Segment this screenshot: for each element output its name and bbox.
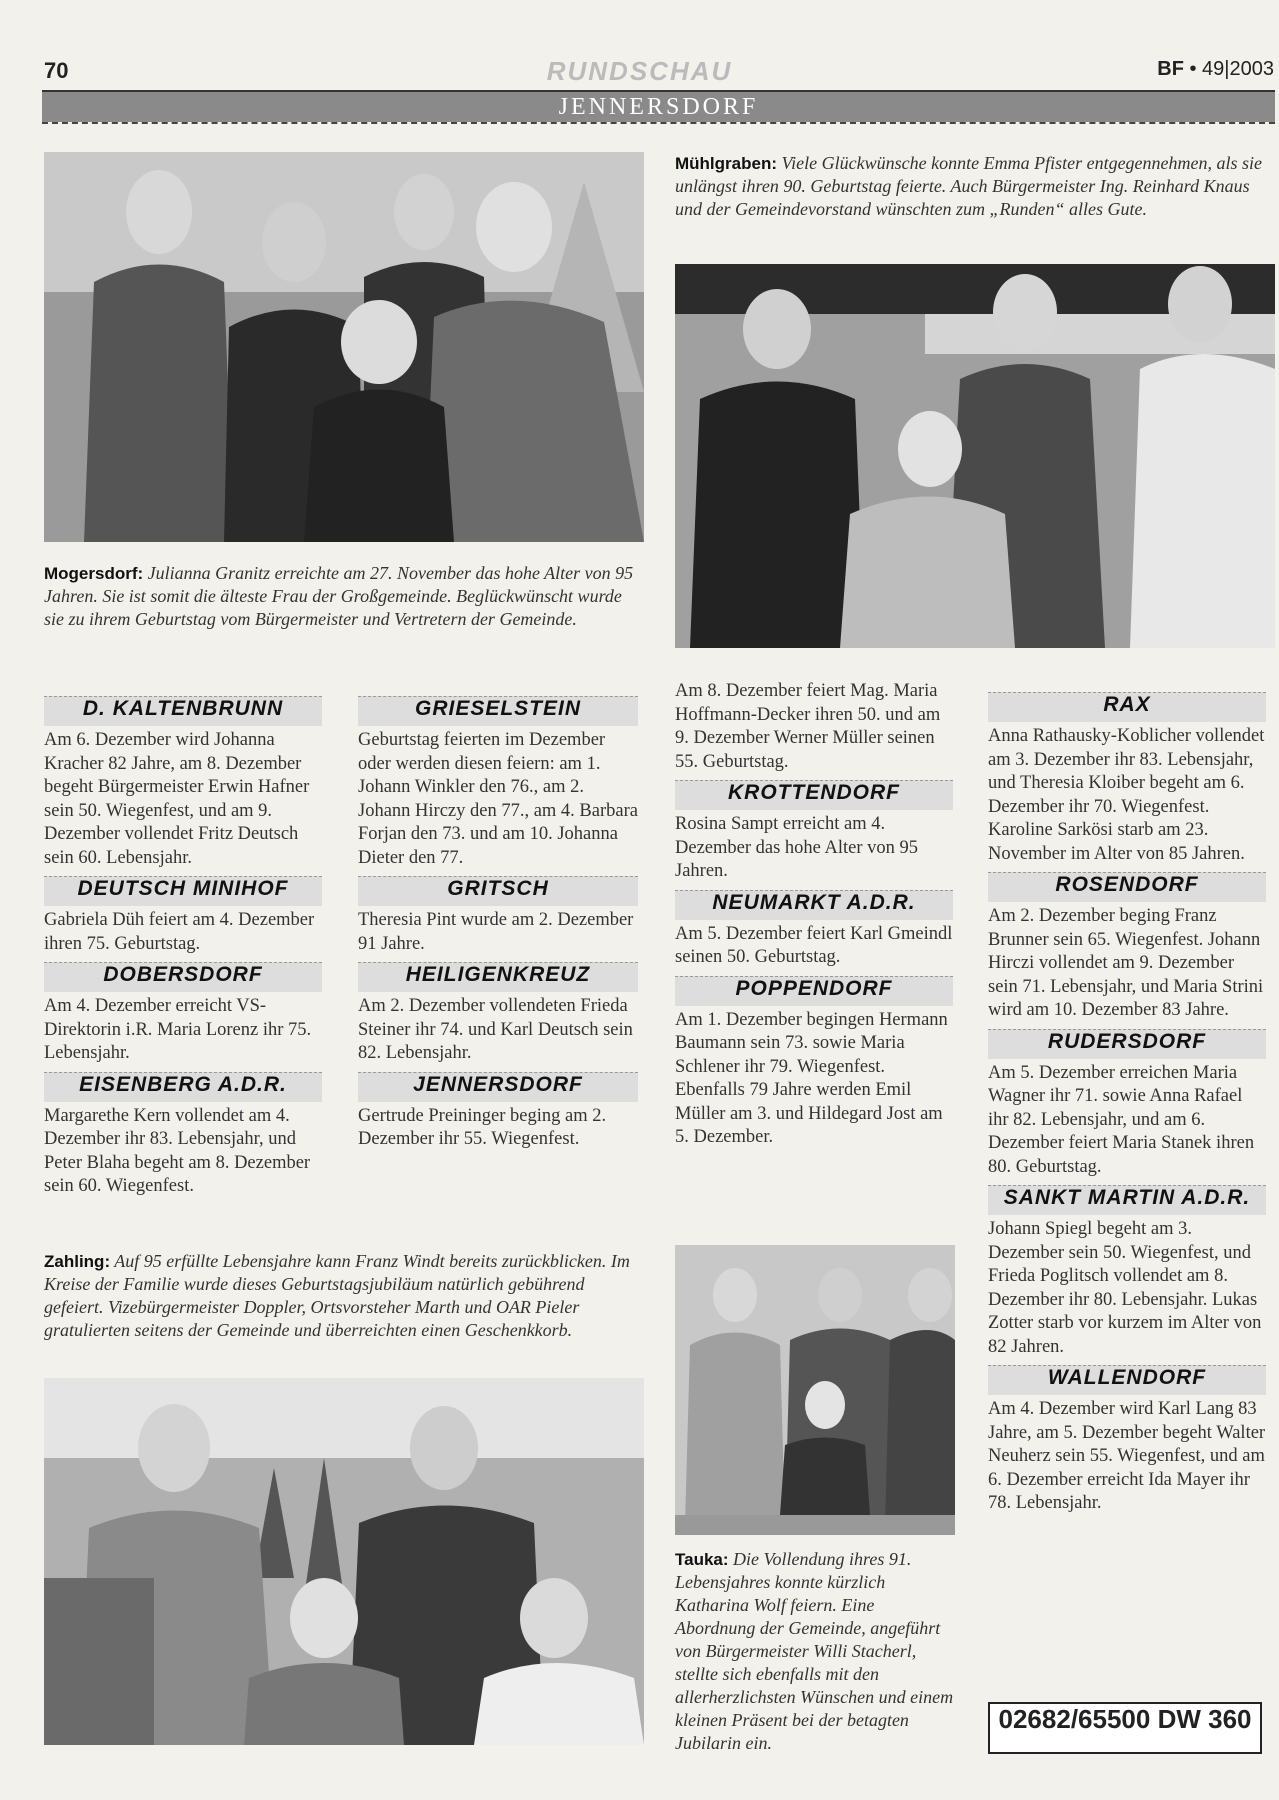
section-text: Anna Rathausky-Koblicher vollendet am 3. Dezember ihr 83. Lebensjahr, und Theresia Kloiber begeht am 6. Dezember ihr 70. Wiegenfest. Karoline Sarkösi starb am 23. November im Alter von 85 Jahren. — [988, 726, 1265, 864]
page-number: 70 — [44, 58, 69, 83]
section-text: Am 2. Dezember vollendeten Frieda Steiner ihr 74. und Karl Deutsch sein 82. Lebensjahr. — [358, 996, 633, 1063]
section-text: Am 5. Dezember erreichen Maria Wagner ihr 71. sowie Anna Rafael ihr 82. Lebensjahr, und am 6. Dezember feiert Maria Stanek ihren 80. Geburtstag. — [988, 1062, 1255, 1177]
caption-text: Auf 95 erfüllte Lebensjahre kann Franz Windt bereits zurückblicken. Im Kreise der Familie wurde dieses Geburtstagsjubiläum natürlich gebührend gefeiert. Vizebürgermeister Doppler, Ortsvorsteher Marth und OAR Pieler gratulierten seitens der Gemeinde und überreichten einen Geschenkkorb. — [44, 1251, 630, 1340]
banner-divider — [42, 122, 1275, 124]
section-heading: DOBERSDORF — [44, 962, 322, 992]
photo-mogersdorf — [44, 152, 644, 542]
section-text: Am 1. Dezember begingen Hermann Baumann sein 73. sowie Maria Schlener ihr 79. Wiegenfest. Ebenfalls 79 Jahre werden Emil Müller am 3. und Hildegard Jost am 5. Dezember. — [675, 1009, 948, 1147]
section-heading: KROTTENDORF — [675, 780, 953, 810]
issue-number: • 49|2003 — [1189, 58, 1274, 80]
section-text: Gabriela Düh feiert am 4. Dezember ihren 75. Geburtstag. — [44, 910, 315, 954]
column-4 — [988, 686, 1266, 1516]
section-text: Am 4. Dezember erreicht VS-Direktorin i.R. Maria Lorenz ihr 75. Lebensjahr. — [44, 996, 312, 1063]
section-text: Gertrude Preininger beging am 2. Dezember ihr 55. Wiegenfest. — [358, 1105, 607, 1149]
caption-place: Zahling: — [44, 1252, 111, 1271]
caption-text: Viele Glückwünsche konnte Emma Pfister entgegennehmen, als sie unlängst ihren 90. Geburtstag feierte. Auch Bürgermeister Ing. Reinhard Knaus und der Gemeindevorstand wünschten zum „Runden“ alles Gute. — [675, 153, 1263, 219]
section-heading: POPPENDORF — [675, 976, 953, 1006]
column-1 — [44, 690, 322, 1199]
section-text: Margarethe Kern vollendet am 4. Dezember ihr 83. Lebensjahr, und Peter Blaha begeht am 8. Dezember sein 60. Wiegenfest. — [44, 1105, 311, 1196]
phone-box: 02682/65500 DW 360 — [988, 1702, 1262, 1754]
section-text-intro: Am 8. Dezember feiert Mag. Maria Hoffmann-Decker ihren 50. und am 9. Dezember Werner Müller seinen 55. Geburtstag. — [675, 681, 941, 772]
caption-muehlgraben — [675, 152, 1275, 221]
magazine-title: RUNDSCHAU — [546, 56, 733, 86]
section-banner: JENNERSDORF — [42, 92, 1275, 122]
section-heading: GRIESELSTEIN — [358, 696, 638, 726]
column-2 — [358, 690, 638, 1152]
section-heading: DEUTSCH MINIHOF — [44, 876, 322, 906]
section-text: Am 5. Dezember feiert Karl Gmeindl seinen 50. Geburtstag. — [675, 923, 953, 967]
section-text: Am 6. Dezember wird Johanna Kracher 82 Jahre, am 8. Dezember begeht Bürgermeister Erwin Hafner sein 50. Wiegenfest, und am 9. Dezember vollendet Fritz Deutsch sein 60. Lebensjahr. — [44, 730, 310, 868]
caption-tauka — [675, 1548, 955, 1755]
section-heading: SANKT MARTIN A.D.R. — [988, 1185, 1266, 1215]
section-text: Am 2. Dezember beging Franz Brunner sein 65. Wiegenfest. Johann Hirczi vollendet am 9. Dezember sein 71. Lebensjahr, und Maria Strini wird am 10. Dezember 83 Jahre. — [988, 906, 1264, 1020]
section-heading: RUDERSDORF — [988, 1029, 1266, 1059]
issue-label — [1157, 58, 1274, 81]
caption-zahling — [44, 1250, 644, 1342]
section-heading: RAX — [988, 692, 1266, 722]
caption-place: Mühlgraben: — [675, 154, 777, 173]
issue-prefix: BF — [1157, 58, 1184, 80]
column-3 — [675, 680, 953, 1150]
section-text: Geburtstag feierten im Dezember oder werden diesen feiern: am 1. Johann Winkler den 76., am 2. Johann Hirczy den 77., am 4. Barbara Forjan den 73. und am 10. Johanna Dieter den 77. — [358, 730, 638, 868]
section-heading: HEILIGENKREUZ — [358, 962, 638, 992]
photo-tauka — [675, 1245, 955, 1535]
caption-place: Tauka: — [675, 1550, 729, 1569]
section-heading: NEUMARKT A.D.R. — [675, 890, 953, 920]
caption-text: Julianna Granitz erreichte am 27. November das hohe Alter von 95 Jahren. Sie ist somit die älteste Frau der Großgemeinde. Beglückwünscht wurde sie zu ihrem Geburtstag vom Bürgermeister und Vertretern der Gemeinde. — [44, 563, 634, 629]
section-heading: GRITSCH — [358, 876, 638, 906]
section-text: Rosina Sampt erreicht am 4. Dezember das hohe Alter von 95 Jahren. — [675, 814, 918, 881]
caption-mogersdorf — [44, 562, 644, 631]
photo-zahling — [44, 1378, 644, 1745]
section-heading: JENNERSDORF — [358, 1072, 638, 1102]
section-text: Johann Spiegl begeht am 3. Dezember sein 50. Wiegenfest, und Frieda Poglitsch vollendet am 8. Dezember ihr 80. Lebensjahr. Lukas Zotter starb vor kurzem im Alter von 82 Jahren. — [988, 1219, 1262, 1357]
section-heading: D. KALTENBRUNN — [44, 696, 322, 726]
section-text: Theresia Pint wurde am 2. Dezember 91 Jahre. — [358, 910, 634, 954]
caption-place: Mogersdorf: — [44, 564, 144, 583]
section-heading: ROSENDORF — [988, 872, 1266, 902]
section-heading: WALLENDORF — [988, 1365, 1266, 1395]
section-text: Am 4. Dezember wird Karl Lang 83 Jahre, am 5. Dezember begeht Walter Neuherz sein 55. Wiegenfest, und am 6. Dezember erreicht Ida Mayer ihr 78. Lebensjahr. — [988, 1399, 1266, 1513]
photo-muehlgraben — [675, 264, 1275, 648]
caption-text: Die Vollendung ihres 91. Lebensjahres konnte kürzlich Katharina Wolf feiern. Eine Abordnung der Gemeinde, angeführt von Bürgermeister Willi Stacherl, stellte sich ebenfalls mit den allerherzlichsten Wünschen und einem kleinen Präsent bei der betagten Jubilarin ein. — [675, 1549, 954, 1753]
section-heading: EISENBERG A.D.R. — [44, 1072, 322, 1102]
